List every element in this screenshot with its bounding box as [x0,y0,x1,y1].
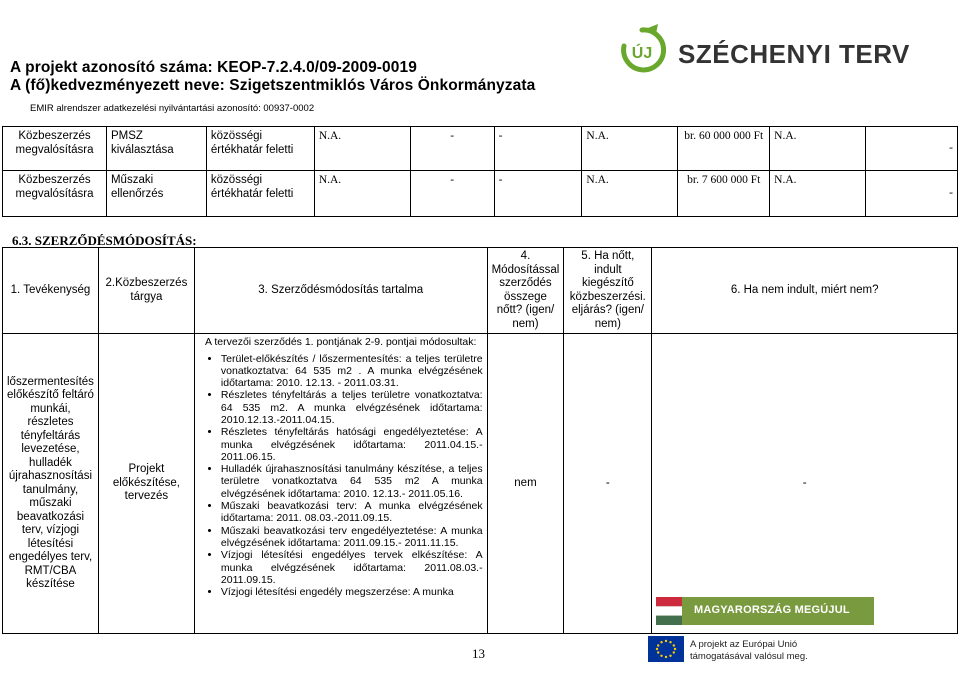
emir-line: EMIR alrendszer adatkezelési nyilvántartási azonosító: 00937-0002 [30,103,315,114]
cell-activity: lőszermentesítés előkészítő feltáró munkái, részletes tényfeltárás levezetése, hulladék újrahasznosítási tanulmány, műszaki beavatkozási terv, vízjogi létesítési engedélyes terv, RMT/CBA készítése [3,334,99,634]
content-intro: A tervezői szerződés 1. pontjának 2-9. pontjai módosultak: [205,336,477,348]
cell-content [194,334,487,634]
cell-supplementary: - [564,334,652,634]
list-item: • Részletes tényfeltárás a teljes területre vonatkoztatva: 64 535 m2. A munka elvégzésének időtartama: 2010.12.13.-2011.04.15. [221,389,483,426]
cell-increased: nem [487,334,564,634]
szechenyi-logo-icon [618,24,666,78]
procurement-table [2,126,958,217]
cell-type: Közbeszerzés megvalósításra [3,127,107,171]
cell-subject: Projekt előkészítése, tervezés [98,334,194,634]
logo-wordmark: SZÉCHENYI TERV [678,39,910,69]
header-activity: 1. Tevékenység [3,248,99,334]
list-item: • Részletes tényfeltárás hatósági engedélyeztetése: A munka elvégzésének időtartama: 2011.04.15.- 2011.06.15. [221,426,483,463]
list-item: • Terület-előkészítés / lőszermentesítés: a teljes területre vonatkoztatva: 64 535 m2 . A munka elvégzésének időtartama: 2010. 12.13. - 2011.03.31. [221,353,483,390]
cell-threshold: közösségi értékhatár feletti [206,127,314,171]
eu-line-1: A projekt az Európai Unió [690,639,798,650]
badge-text: MAGYARORSZÁG MEGÚJUL [694,604,850,616]
list-item: • Vízjogi létesítési engedélyes tervek elkészítése: A munka elvégzésének időtartama: 2011.08.03.- 2011.09.15. [221,549,483,586]
cell-value: - [494,171,582,217]
cell-type: Közbeszerzés megvalósításra [3,171,107,217]
cell-threshold: közösségi értékhatár feletti [206,171,314,217]
table-row [3,127,958,171]
cell-value: N.A. [314,127,410,171]
cell-value: N.A. [582,127,678,171]
header-reason: 6. Ha nem indult, miért nem? [652,248,958,334]
magyarorszag-megujul-badge [656,597,874,625]
header-increased: 4. Módosítással szerződés összege nőtt? (igen/ nem) [487,248,564,334]
list-item: • Műszaki beavatkozási terv engedélyeztetése: A munka elvégzésének időtartama: 2011.09.15.- 2011.11.15. [221,525,483,550]
eu-support-text [690,639,808,663]
hungarian-flag-icon [656,597,682,625]
cell-amount: br. 7 600 000 Ft [678,171,770,217]
eu-flag-icon [648,636,684,662]
header-subject: 2.Közbeszerzés tárgya [98,248,194,334]
header-row [3,248,958,334]
cell-value: N.A. [770,171,866,217]
cell-subject: PMSZ kiválasztása [106,127,206,171]
cell-value: - [866,127,958,171]
list-item: • Vízjogi létesítési engedély megszerzése: A munka [221,586,483,598]
cell-value: - [410,127,494,171]
cell-value: - [866,171,958,217]
cell-reason: - [652,334,958,634]
cell-subject: Műszaki ellenőrzés [106,171,206,217]
cell-amount: br. 60 000 000 Ft [678,127,770,171]
table-row [3,334,958,634]
list-item: • Műszaki beavatkozási terv: A munka elvégzésének időtartama: 2011. 08.03.-2011.09.15. [221,500,483,525]
header-content: 3. Szerződésmódosítás tartalma [194,248,487,334]
cell-value: N.A. [314,171,410,217]
list-item: • Hulladék újrahasznosítási tanulmány készítése, a teljes területre vonatkoztatva 64 535 m2 A munka elvégzésének időtartama: 2010. 12.13.- 2011.05.16. [221,463,483,500]
eu-line-2: támogatásával valósul meg. [690,651,808,662]
beneficiary-line: A (fő)kedvezményezett neve: Szigetszentmiklós Város Önkormányzata [10,77,536,94]
cell-value: - [494,127,582,171]
modification-list [199,353,483,599]
cell-value: N.A. [582,171,678,217]
cell-value: - [410,171,494,217]
project-id-line: A projekt azonosító száma: KEOP-7.2.4.0/09-2009-0019 [10,59,417,76]
table-row [3,171,958,217]
page-number: 13 [472,646,485,661]
contract-modification-table [2,247,958,634]
header-supplementary: 5. Ha nőtt, indult kiegészítő közbeszerzési. eljárás? (igen/ nem) [564,248,652,334]
cell-value: N.A. [770,127,866,171]
section-title: 6.3. SZERZŐDÉSMÓDOSÍTÁS: [12,233,197,248]
logo-mark-text: ÚJ [631,45,653,62]
